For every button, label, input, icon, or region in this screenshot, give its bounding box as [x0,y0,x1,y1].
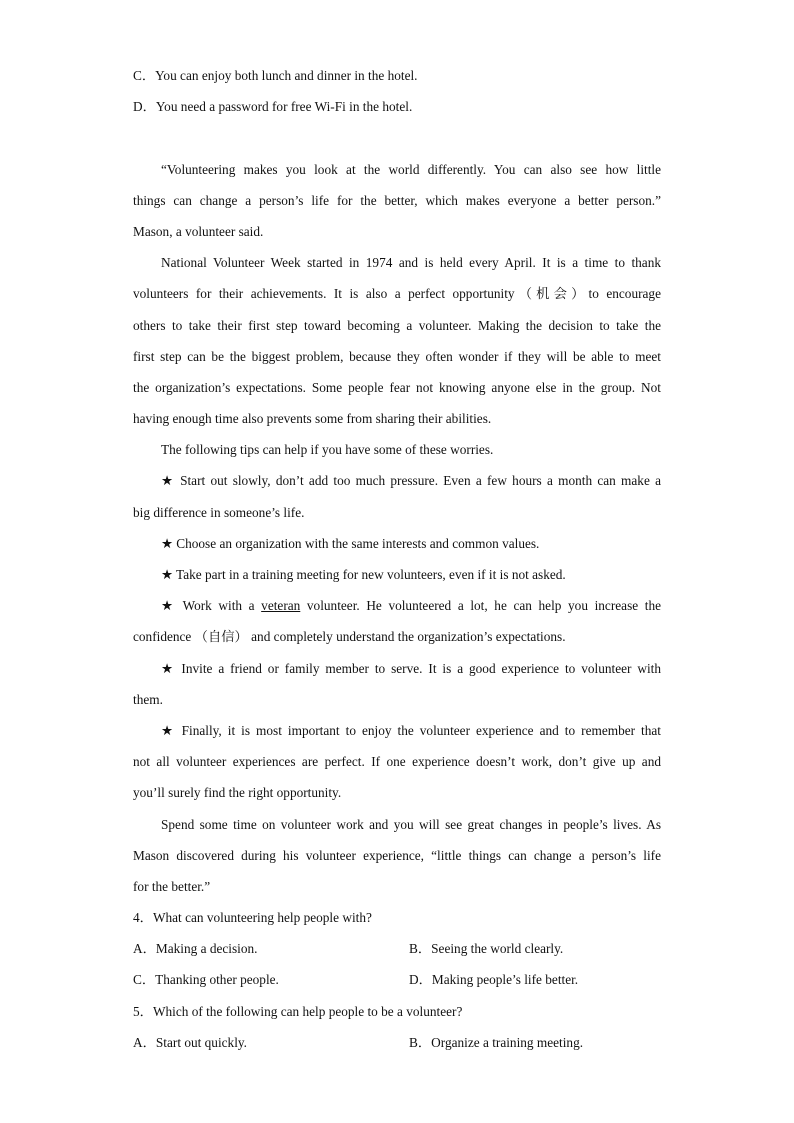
options-row [133,1027,661,1058]
passage-line: for the better.” [133,878,211,894]
tip-line: them. [133,691,163,707]
passage-line: the organization’s expectations. Some people fear not knowing anyone else in the group. Not [133,379,661,395]
passage-line: others to take their first step toward becoming a volunteer. Making the decision to take the [133,317,661,333]
passage [133,154,661,903]
option-a: A．Making a decision. [133,941,258,957]
passage-line: things can change a person’s life for the better, which makes everyone a better person.” [133,192,661,208]
option-b: B．Organize a training meeting. [409,1034,584,1050]
option-a: A．Start out quickly. [133,1034,247,1050]
question-4 [133,902,661,996]
tip-line: you’ll surely find the right opportunity. [133,785,342,801]
question-5 [133,996,661,1058]
passage-line: having enough time also prevents some from sharing their abilities. [133,411,492,427]
option-c: C．Thanking other people. [133,972,279,988]
tip-line: ★ Finally, it is most important to enjoy the volunteer experience and to remember that [161,722,661,738]
passage-line: Mason, a volunteer said. [133,223,264,239]
section-gap [133,122,661,153]
option-b: B．Seeing the world clearly. [409,941,564,957]
passage-line: volunteers for their achievements. It is also a perfect opportunity（机会）to encourage [133,286,661,302]
tip-line: confidence （自信） and completely understand the organization’s expectations. [133,629,566,645]
passage-line: “Volunteering makes you look at the world differently. You can also see how little [161,161,661,177]
tip-text: ★ Work with a [161,598,262,614]
passage-line: first step can be the biggest problem, because they often wonder if they will be able to meet [133,348,661,364]
option-d-previous: D．You need a password for free Wi-Fi in the hotel. [133,99,413,115]
tip-line [133,590,661,621]
underlined-word: veteran [261,598,301,614]
passage-line: Spend some time on volunteer work and you will see great changes in people’s lives. As [161,816,661,832]
tip-line: ★ Invite a friend or family member to serve. It is a good experience to volunteer with [161,660,661,676]
passage-line: Mason discovered during his volunteer experience, “little things can change a person’s life [133,847,661,863]
question-stem: 4．What can volunteering help people with? [133,910,372,926]
question-stem: 5．Which of the following can help people to be a volunteer? [133,1003,463,1019]
tip-line: ★ Take part in a training meeting for new volunteers, even if it is not asked. [161,567,566,582]
option-c-previous: C．You can enjoy both lunch and dinner in the hotel. [133,68,418,83]
document-page [133,60,661,1058]
options-row [133,964,661,995]
tip-line: ★ Start out slowly, don’t add too much pressure. Even a few hours a month can make a [161,473,661,489]
tip-line: not all volunteer experiences are perfect. If one experience doesn’t work, don’t give up and [133,754,661,770]
option-d: D．Making people’s life better. [409,972,579,988]
tip-text: volunteer. He volunteered a lot, he can help you increase the [300,598,661,614]
options-row [133,933,661,964]
passage-line: National Volunteer Week started in 1974 and is held every April. It is a time to thank [161,255,661,271]
tip-line: big difference in someone’s life. [133,504,305,520]
passage-line: The following tips can help if you have some of these worries. [161,442,494,458]
tip-line: ★ Choose an organization with the same interests and common values. [161,535,540,551]
